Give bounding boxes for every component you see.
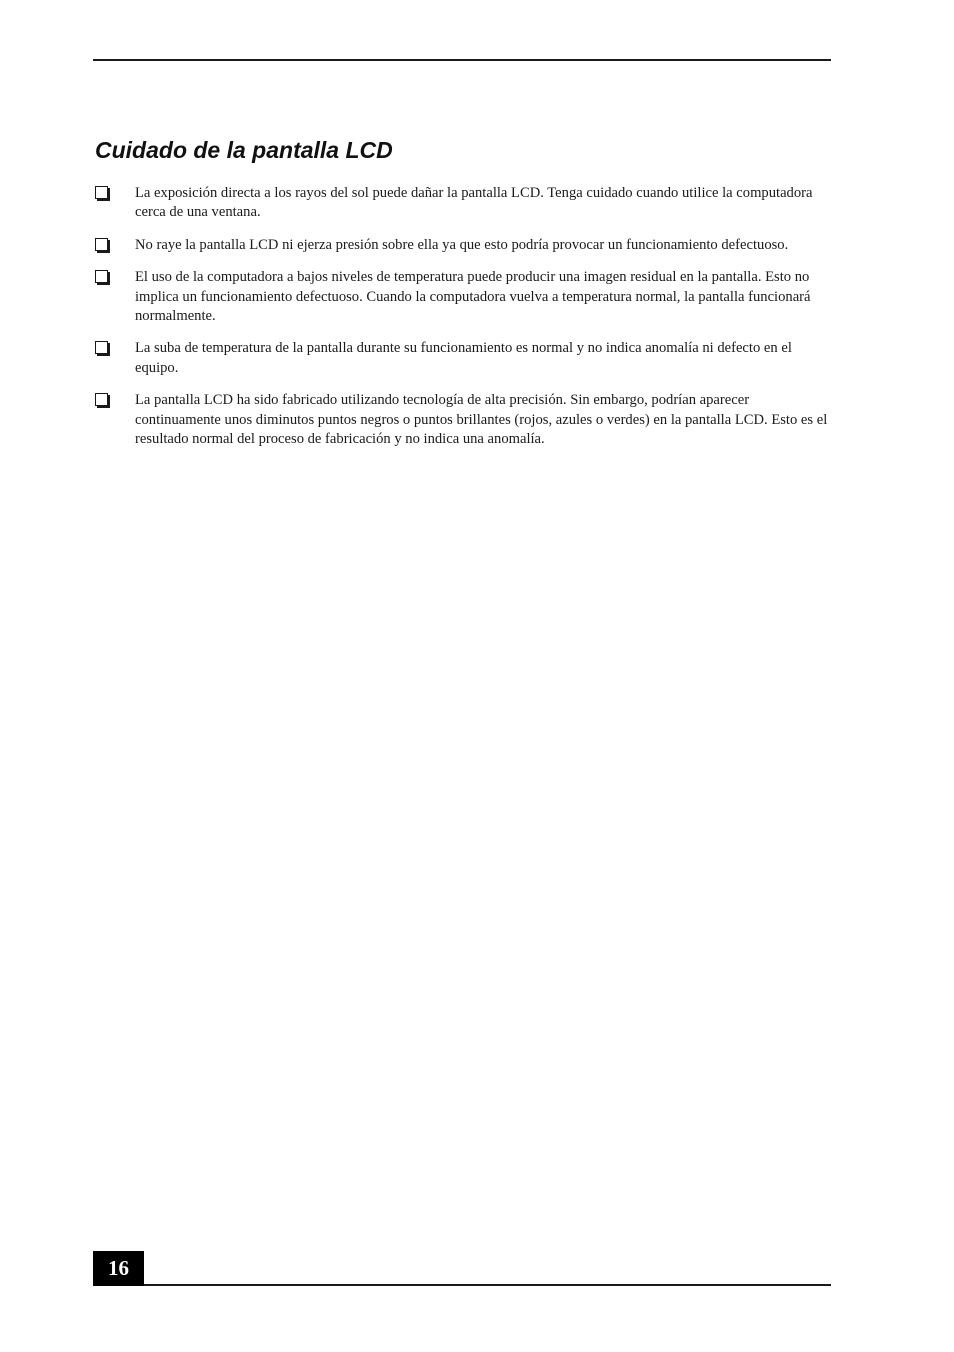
- header-rule: [93, 59, 831, 61]
- checkbox-icon: [95, 238, 108, 251]
- footer-rule: [93, 1284, 831, 1286]
- list-item: [93, 391, 831, 449]
- checkbox-icon: [95, 341, 108, 354]
- page-number: 16: [93, 1251, 144, 1286]
- section-title: Cuidado de la pantalla LCD: [95, 137, 393, 163]
- list-item: [93, 268, 831, 326]
- list-item-text: La suba de temperatura de la pantalla durante su funcionamiento es normal y no indica anomalía ni defecto en el equipo.: [135, 340, 792, 376]
- list-item: [93, 236, 831, 255]
- checkbox-icon: [95, 186, 108, 199]
- list-item-text: El uso de la computadora a bajos niveles de temperatura puede producir una imagen residual en la pantalla. Esto no implica un funcionamiento defectuoso. Cuando la computadora vuelva a temperatura normal, la pantalla funcionará normalmente.: [135, 269, 811, 325]
- list-item-text: La exposición directa a los rayos del sol puede dañar la pantalla LCD. Tenga cuidado cuando utilice la computadora cerca de una ventana.: [135, 185, 813, 221]
- care-list: [93, 184, 831, 462]
- checkbox-icon: [95, 393, 108, 406]
- list-item: [93, 184, 831, 223]
- list-item-text: La pantalla LCD ha sido fabricado utilizando tecnología de alta precisión. Sin embargo, podrían aparecer continuamente unos diminutos puntos negros o puntos brillantes (rojos, azules o verdes) en la pantalla LCD. Esto es el resultado normal del proceso de fabricación y no indica una anomalía.: [135, 392, 828, 448]
- checkbox-icon: [95, 270, 108, 283]
- list-item: [93, 339, 831, 378]
- list-item-text: No raye la pantalla LCD ni ejerza presión sobre ella ya que esto podría provocar un funcionamiento defectuoso.: [135, 236, 789, 253]
